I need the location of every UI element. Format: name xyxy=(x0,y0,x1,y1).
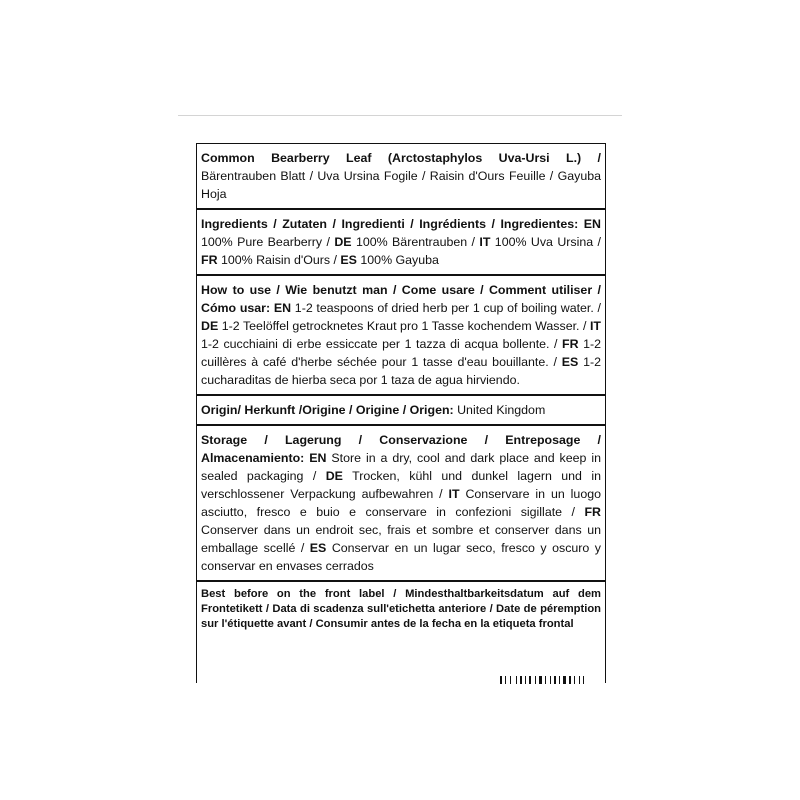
lang-tag-fr: FR xyxy=(584,505,601,519)
top-divider xyxy=(178,115,622,116)
how-to-use-it: 1-2 cucchiaini di erbe essiccate per 1 tazza di acqua bollente. / xyxy=(201,337,563,351)
lang-tag-de: DE xyxy=(334,235,352,249)
storage-de: Trocken, kühl und dunkel lagern und in verschlossener Verpackung aufbewahren / xyxy=(201,469,601,501)
barcode-bar xyxy=(581,676,582,684)
product-name-translations: Bärentrauben Blatt / Uva Ursina Fogile / Raisin d'Ours Feuille / Gayuba Hoja xyxy=(201,169,601,201)
lang-tag-es: ES xyxy=(309,541,327,555)
storage-section xyxy=(197,426,605,580)
lang-tag-de: DE xyxy=(325,469,343,483)
ingredients-it: 100% Uva Ursina / xyxy=(490,235,601,249)
storage-fr: Conserver dans un endroit sec, frais et sombre et conserver dans un emballage scellé / xyxy=(201,523,601,555)
barcode-bar xyxy=(574,676,575,684)
how-to-use-fr: 1-2 cuillères à café d'herbe séchée pour 1 tasse d'eau bouillante. / xyxy=(201,337,601,369)
barcode-bar xyxy=(585,676,587,684)
barcode-bar xyxy=(505,676,506,684)
barcode-bar xyxy=(529,676,531,684)
ingredients-es: 100% Gayuba xyxy=(356,253,439,267)
best-before-text: Best before on the front label / Mindesthaltbarkeitsdatum auf dem Frontetikett / Data di scadenza sull'etichetta anteriore / Date de péremption sur l'étiquette avant / Consumir antes de la fecha en la etiqueta frontal xyxy=(201,588,601,630)
barcode-bar xyxy=(561,676,562,684)
barcode-bar xyxy=(579,676,580,684)
ingredients-en: 100% Pure Bearberry / xyxy=(201,235,335,249)
barcode-bar xyxy=(563,676,566,684)
barcode-bar xyxy=(520,676,522,684)
barcode-bar xyxy=(552,676,553,684)
lang-tag-fr: FR xyxy=(201,253,218,267)
lang-tag-en: EN xyxy=(273,301,292,315)
lang-tag-de: DE xyxy=(201,319,219,333)
lang-tag-en: EN xyxy=(309,451,327,465)
barcode-bar xyxy=(518,676,519,684)
lang-tag-en: EN xyxy=(583,217,601,231)
origin-value: United Kingdom xyxy=(457,403,546,417)
storage-en: Store in a dry, cool and dark place and keep in sealed packaging / xyxy=(201,451,601,483)
lang-tag-it: IT xyxy=(589,319,601,333)
barcode-bar xyxy=(512,676,515,684)
lang-tag-it: IT xyxy=(479,235,491,249)
product-label xyxy=(196,143,606,683)
origin-section xyxy=(197,396,605,424)
how-to-use-en: 1-2 teaspoons of dried herb per 1 cup of boiling water. / xyxy=(291,301,601,315)
barcode-bar xyxy=(525,676,526,684)
barcode-bar xyxy=(500,676,502,684)
product-name-latin: Common Bearberry Leaf (Arctostaphylos Uva-Ursi L.) / xyxy=(201,151,601,165)
barcode-bar xyxy=(510,676,511,684)
barcode-bar xyxy=(535,676,536,684)
barcode-bar xyxy=(523,676,524,684)
storage-it: Conservare in un luogo asciutto, fresco e buio e conservare in confezioni sigillate / xyxy=(201,487,601,519)
barcode-bar xyxy=(569,676,571,684)
barcode-bar xyxy=(539,676,542,684)
origin-heading: Origin/ Herkunft /Origine / Origine / Origen: xyxy=(201,403,458,417)
lang-tag-es: ES xyxy=(340,253,357,267)
ingredients-heading: Ingredients / Zutaten / Ingredienti / Ingrédients / Ingredientes: xyxy=(201,217,584,231)
product-name-section xyxy=(197,144,605,208)
barcode-bar xyxy=(554,676,556,684)
barcode-bar xyxy=(567,676,568,684)
barcode-bar xyxy=(557,676,558,684)
how-to-use-section xyxy=(197,276,605,394)
barcode-bar xyxy=(503,676,504,684)
barcode-strip xyxy=(500,676,604,684)
barcode-bar xyxy=(550,676,551,684)
barcode-bar xyxy=(543,676,544,684)
lang-tag-fr: FR xyxy=(562,337,579,351)
storage-es: Conservar en un lugar seco, fresco y oscuro y conservar en envases cerrados xyxy=(201,541,602,573)
lang-tag-it: IT xyxy=(448,487,460,501)
barcode-bar xyxy=(516,676,517,684)
barcode-bar xyxy=(572,676,573,684)
ingredients-section xyxy=(197,210,605,274)
barcode-bar xyxy=(537,676,538,684)
barcode-bar xyxy=(559,676,560,684)
how-to-use-es: 1-2 cucharaditas de hierba seca por 1 taza de agua hirviendo. xyxy=(201,355,601,387)
how-to-use-de: 1-2 Teelöffel getrocknetes Kraut pro 1 Tasse kochendem Wasser. / xyxy=(218,319,590,333)
barcode-bar xyxy=(583,676,584,684)
barcode-bar xyxy=(507,676,509,684)
barcode-bar xyxy=(545,676,546,684)
ingredients-de: 100% Bärentrauben / xyxy=(351,235,480,249)
best-before-section xyxy=(197,582,605,637)
lang-tag-es: ES xyxy=(561,355,579,369)
barcode-bar xyxy=(532,676,534,684)
ingredients-fr: 100% Raisin d'Ours / xyxy=(217,253,341,267)
storage-heading: Storage / Lagerung / Conservazione / Entreposage / Almacenamiento: xyxy=(201,433,601,465)
how-to-use-heading: How to use / Wie benutzt man / Come usare / Comment utiliser / Cómo usar: xyxy=(201,283,601,315)
barcode-bar xyxy=(547,676,549,684)
barcode-bar xyxy=(527,676,528,684)
barcode-bar xyxy=(576,676,578,684)
